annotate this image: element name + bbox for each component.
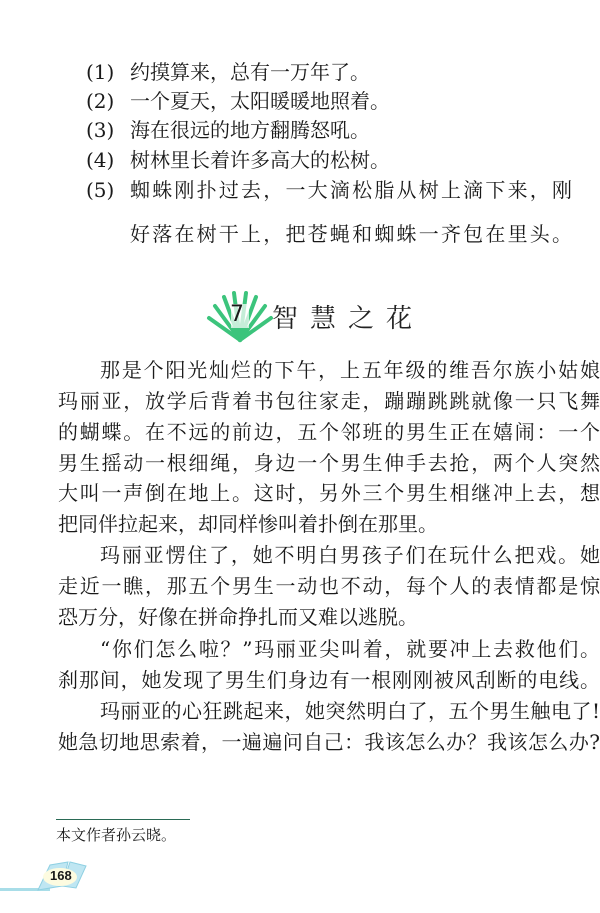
item-text: 树林里长着许多高大的松树。	[130, 148, 390, 172]
paragraph-line: 她急切地思索着，一遍遍问自己：我该怎么办？我该怎么办?	[58, 730, 600, 754]
item-text: 海在很远的地方翻腾怒吼。	[130, 118, 370, 142]
paragraph-line: “你们怎么啦？”玛丽亚尖叫着，就要冲上去救他们。	[100, 637, 600, 661]
page-number: 168	[50, 868, 72, 883]
item-number: (2)	[86, 89, 115, 113]
item-text: 蜘蛛刚扑过去，一大滴松脂从树上滴下来，刚	[130, 178, 572, 202]
item-number: (5)	[86, 178, 115, 202]
paragraph-line: 玛丽亚的心狂跳起来，她突然明白了，五个男生触电了!	[100, 699, 600, 723]
paragraph-line: 刹那间，她发现了男生们身边有一根刚刚被风刮断的电线。	[58, 668, 600, 692]
item-text: 一个夏天，太阳暖暖地照着。	[130, 89, 390, 113]
item-number: (4)	[86, 148, 115, 172]
paragraph-line: 那是个阳光灿烂的下午，上五年级的维吾尔族小姑娘	[100, 358, 600, 382]
paragraph-line: 玛丽亚愣住了，她不明白男孩子们在玩什么把戏。她	[100, 543, 600, 567]
paragraph-line: 的蝴蝶。在不远的前边，五个邻班的男生正在嬉闹：一个	[58, 420, 600, 444]
paragraph-line: 大叫一声倒在地上。这时，另外三个男生相继冲上去，想	[58, 481, 600, 505]
lesson-title: 智慧之花	[272, 304, 425, 334]
item-number: (3)	[86, 118, 115, 142]
paragraph-line: 把同伴拉起来，却同样惨叫着扑倒在那里。	[58, 512, 438, 536]
paragraph-line: 走近一瞧，那五个男生一动也不动，每个人的表情都是惊	[58, 574, 600, 598]
lesson-number: 7	[230, 302, 244, 327]
paragraph-line: 男生摇动一根细绳，身边一个男生伸手去抢，两个人突然	[58, 451, 600, 475]
footnote: 本文作者孙云晓。	[56, 826, 177, 844]
item-number: (1)	[86, 60, 115, 84]
footnote-divider	[56, 819, 190, 820]
paragraph-line: 恐万分，好像在拼命挣扎而又难以逃脱。	[58, 605, 418, 629]
paragraph-line: 玛丽亚，放学后背着书包往家走，蹦蹦跳跳就像一只飞舞	[58, 389, 600, 413]
item-text: 好落在树干上，把苍蝇和蜘蛛一齐包在里头。	[130, 222, 572, 246]
item-text: 约摸算来，总有一万年了。	[130, 60, 370, 84]
